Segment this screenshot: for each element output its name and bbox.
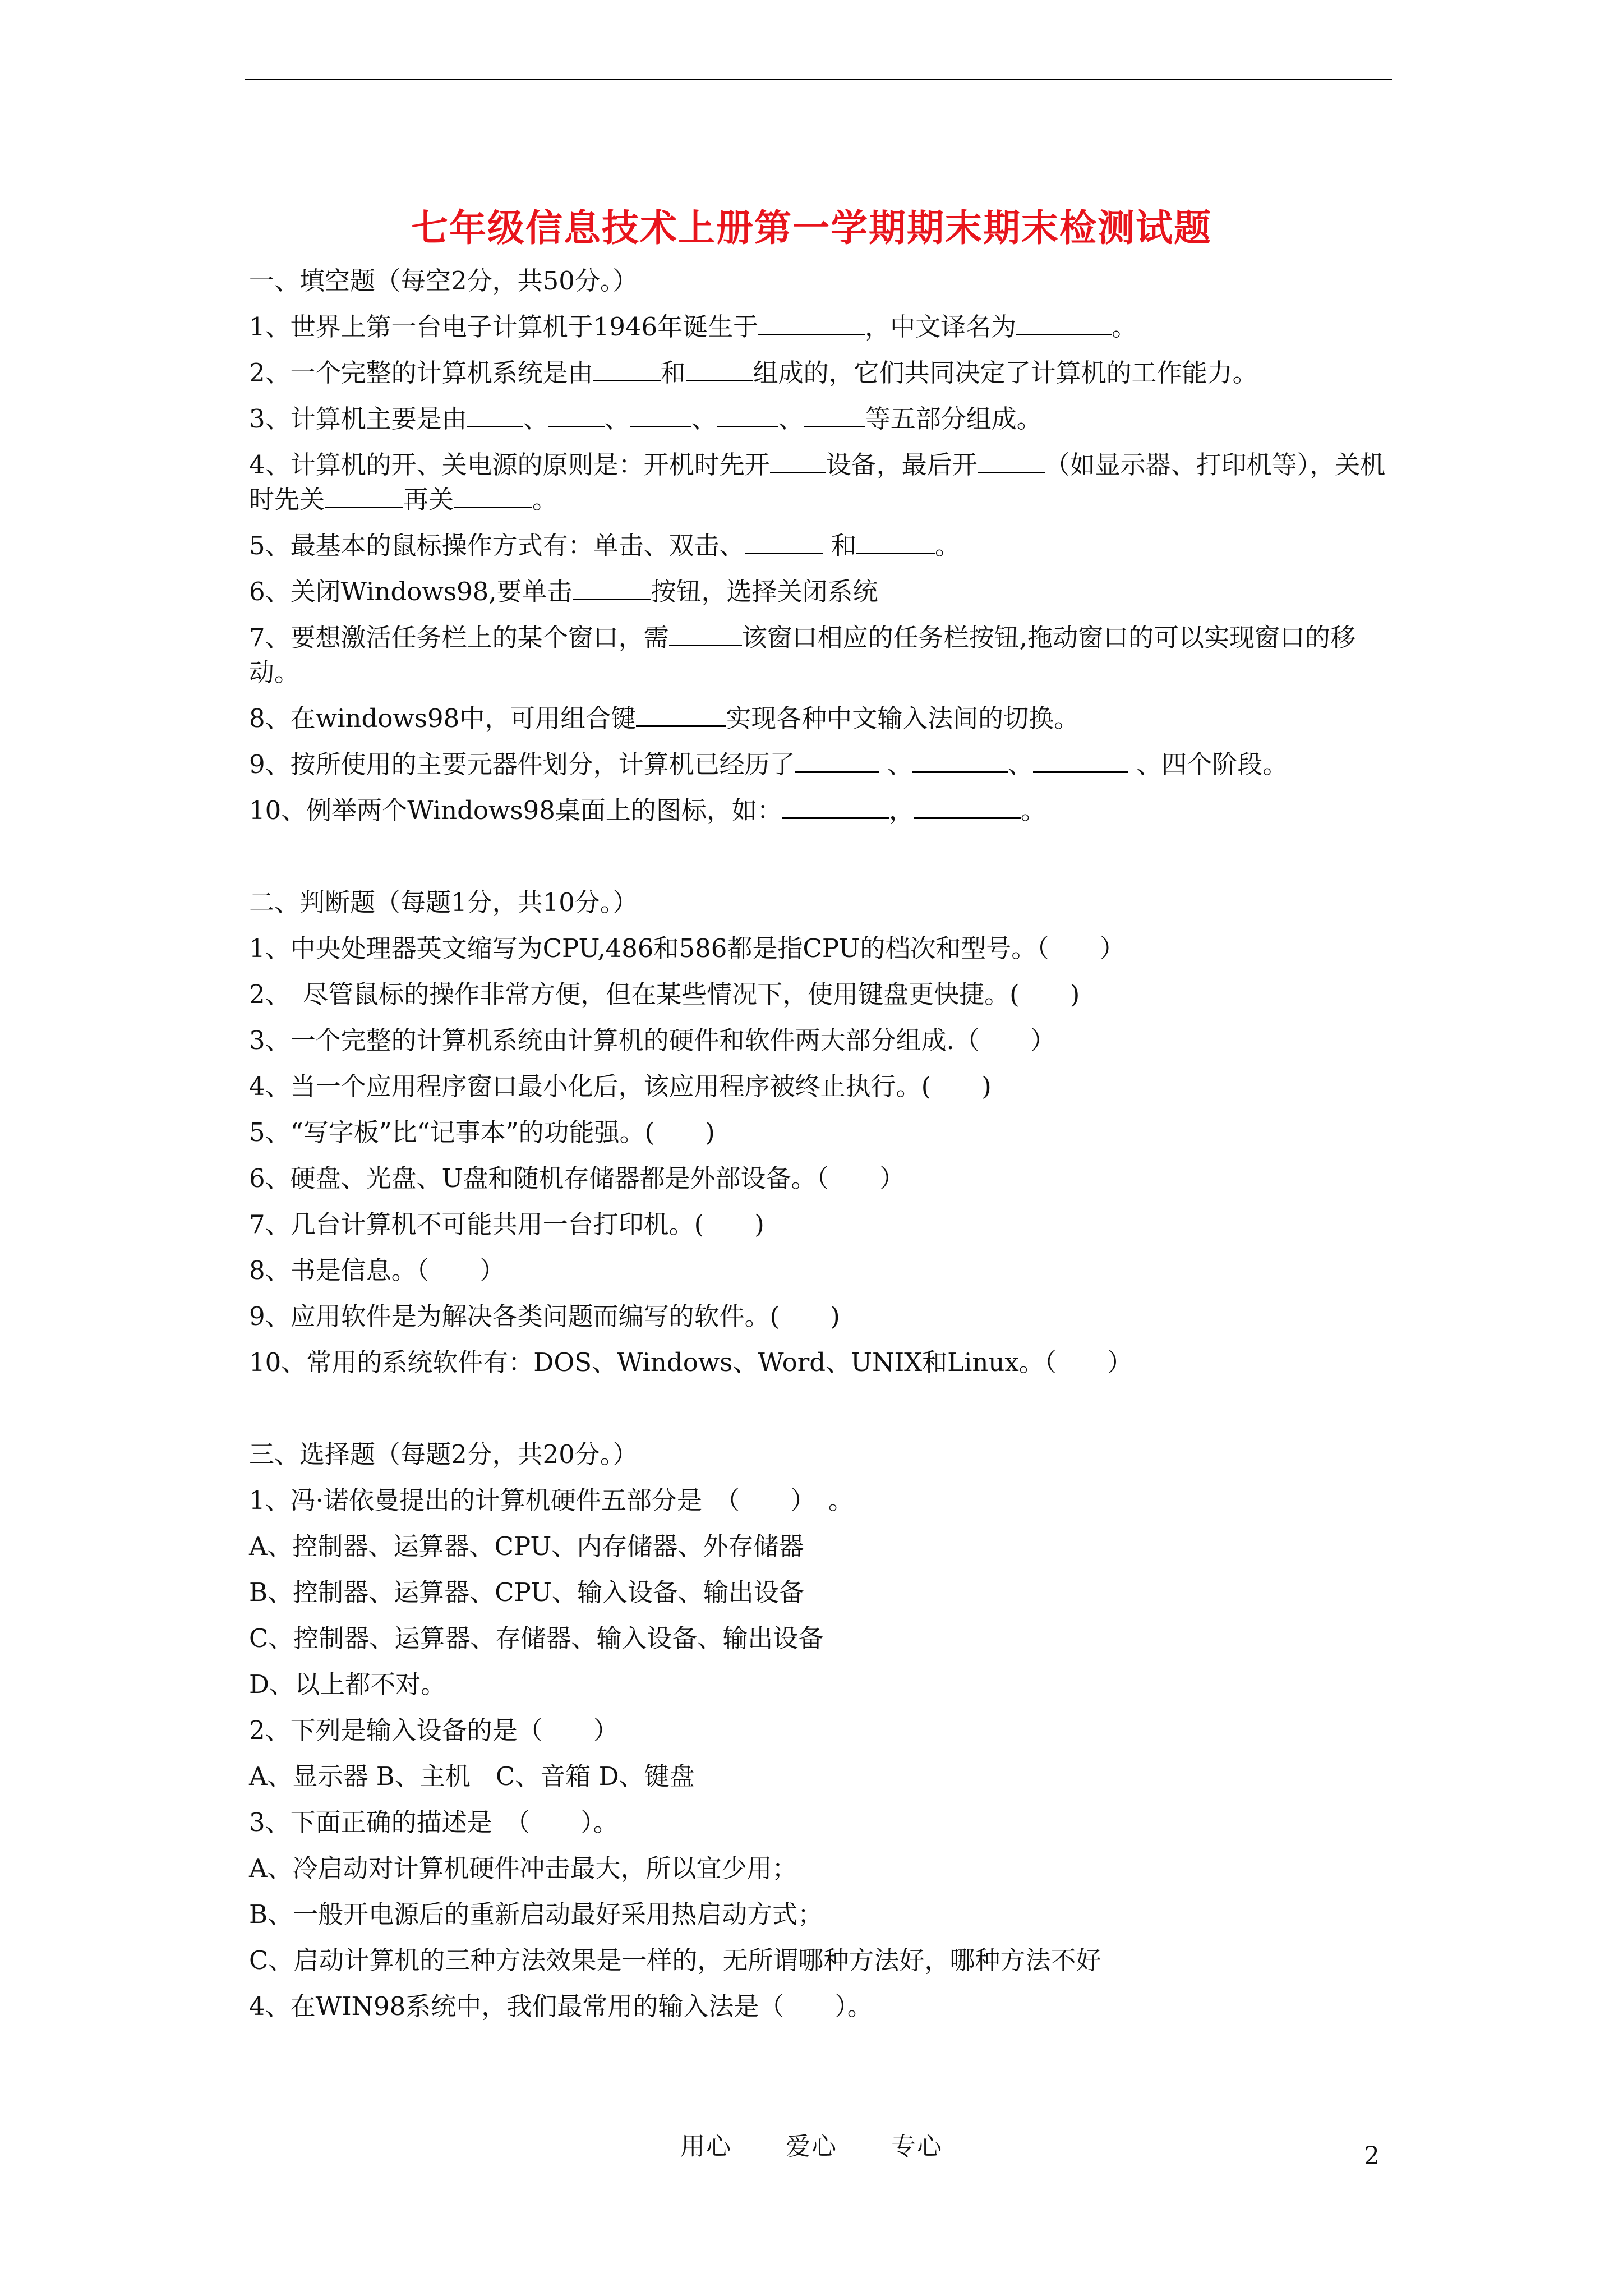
answer-blank <box>856 530 935 554</box>
answer-blank <box>1016 311 1112 335</box>
footer-word: 用心 <box>680 2132 732 2161</box>
choice-question: 1、冯·诺依曼提出的计算机硬件五部分是 （ ） 。 <box>249 1485 854 1515</box>
choice-option: A、冷启动对计算机硬件冲击最大，所以宜少用； <box>249 1853 797 1883</box>
judge-question: 10、常用的系统软件有：DOS、Windows、Word、UNIX和Linux。（ ） <box>249 1347 1133 1377</box>
fill-question-8: 8、在windows98中，可用组合键 实现各种中文输入法间的切换。 <box>249 703 1080 733</box>
judge-question: 5、“写字板”比“记事本”的功能强。( ) <box>249 1117 715 1147</box>
judge-question: 3、一个完整的计算机系统由计算机的硬件和软件两大部分组成.（ ） <box>249 1025 1055 1055</box>
answer-blank <box>573 576 651 600</box>
choice-question: 3、下面正确的描述是 （ ）。 <box>249 1807 619 1837</box>
fill-question-4: 4、计算机的开、关电源的原则是：开机时先开 设备，最后开 （如显示器、打印机等），关机时先关 再关 。 <box>249 450 1386 514</box>
fill-question-7: 7、要想激活任务栏上的某个窗口，需 该窗口相应的任务栏按钮,拖动窗口的可以实现窗口的移动。 <box>249 623 1355 687</box>
page-title: 七年级信息技术上册第一学期期末期末检测试题 <box>411 206 1212 250</box>
choice-option: A、显示器 B、主机 C、音箱 D、键盘 <box>249 1761 695 1791</box>
answer-blank <box>669 622 742 646</box>
section-1-heading: 一、填空题（每空2分，共50分。） <box>249 266 638 296</box>
answer-blank <box>978 449 1045 473</box>
choice-option: C、控制器、运算器、存储器、输入设备、输出设备 <box>249 1623 824 1653</box>
judge-question: 1、中央处理器英文缩写为CPU,486和586都是指CPU的档次和型号。（ ） <box>249 933 1125 963</box>
answer-blank <box>467 403 523 427</box>
choice-question: 4、在WIN98系统中，我们最常用的输入法是（ ）。 <box>249 1991 873 2021</box>
judge-question: 4、当一个应用程序窗口最小化后，该应用程序被终止执行。( ) <box>249 1071 992 1101</box>
footer-word: 爱心 <box>786 2132 837 2161</box>
choice-option: D、以上都不对。 <box>249 1669 446 1699</box>
answer-blank <box>686 357 753 381</box>
section-2-heading: 二、判断题（每题1分，共10分。） <box>249 887 638 917</box>
judge-question: 6、硬盘、光盘、U盘和随机存储器都是外部设备。（ ） <box>249 1163 905 1193</box>
answer-blank <box>1033 749 1128 773</box>
answer-blank <box>745 530 823 554</box>
answer-blank <box>630 403 691 427</box>
answer-blank <box>593 357 661 381</box>
answer-blank <box>454 484 532 508</box>
footer-word: 专心 <box>891 2132 943 2161</box>
exam-body <box>249 258 1393 2030</box>
choice-option: C、启动计算机的三种方法效果是一样的，无所谓哪种方法好，哪种方法不好 <box>249 1945 1101 1975</box>
choice-question: 2、下列是输入设备的是（ ） <box>249 1715 619 1745</box>
section-3-heading: 三、选择题（每题2分，共20分。） <box>249 1439 638 1469</box>
choice-option: A、控制器、运算器、CPU、内存储器、外存储器 <box>249 1531 804 1561</box>
answer-blank <box>782 795 889 819</box>
fill-question-10: 10、例举两个Windows98桌面上的图标，如： ， 。 <box>249 795 1046 825</box>
answer-blank <box>912 749 1008 773</box>
fill-question-5: 5、最基本的鼠标操作方式有：单击、双击、 和 。 <box>249 531 960 560</box>
answer-blank <box>795 749 879 773</box>
judge-question: 9、应用软件是为解决各类问题而编写的软件。( ) <box>249 1301 840 1331</box>
answer-blank <box>717 403 778 427</box>
header-rule <box>245 79 1392 80</box>
fill-question-6: 6、关闭Windows98,要单击 按钮，选择关闭系统 <box>249 577 878 606</box>
fill-question-3: 3、计算机主要是由 、 、 、 、 等五部分组成。 <box>249 404 1042 434</box>
answer-blank <box>770 449 826 473</box>
judge-question: 2、 尽管鼠标的操作非常方便，但在某些情况下，使用键盘更快捷。( ) <box>249 979 1080 1009</box>
answer-blank <box>758 311 865 335</box>
answer-blank <box>325 484 403 508</box>
choice-option: B、控制器、运算器、CPU、输入设备、输出设备 <box>249 1577 804 1607</box>
fill-question-2: 2、一个完整的计算机系统是由 和 组成的，它们共同决定了计算机的工作能力。 <box>249 358 1258 388</box>
judge-question: 7、几台计算机不可能共用一台打印机。( ) <box>249 1209 764 1239</box>
answer-blank <box>914 795 1021 819</box>
fill-question-9: 9、按所使用的主要元器件划分，计算机已经历了 、 、 、四个阶段。 <box>249 749 1288 779</box>
choice-option: B、一般开电源后的重新启动最好采用热启动方式； <box>249 1899 823 1929</box>
fill-question-1: 1、世界上第一台电子计算机于1946年诞生于 ，中文译名为 。 <box>249 312 1137 342</box>
judge-question: 8、书是信息。（ ） <box>249 1255 505 1285</box>
answer-blank <box>548 403 605 427</box>
page-number: 2 <box>1364 2142 1380 2170</box>
answer-blank <box>636 703 726 727</box>
answer-blank <box>804 403 865 427</box>
